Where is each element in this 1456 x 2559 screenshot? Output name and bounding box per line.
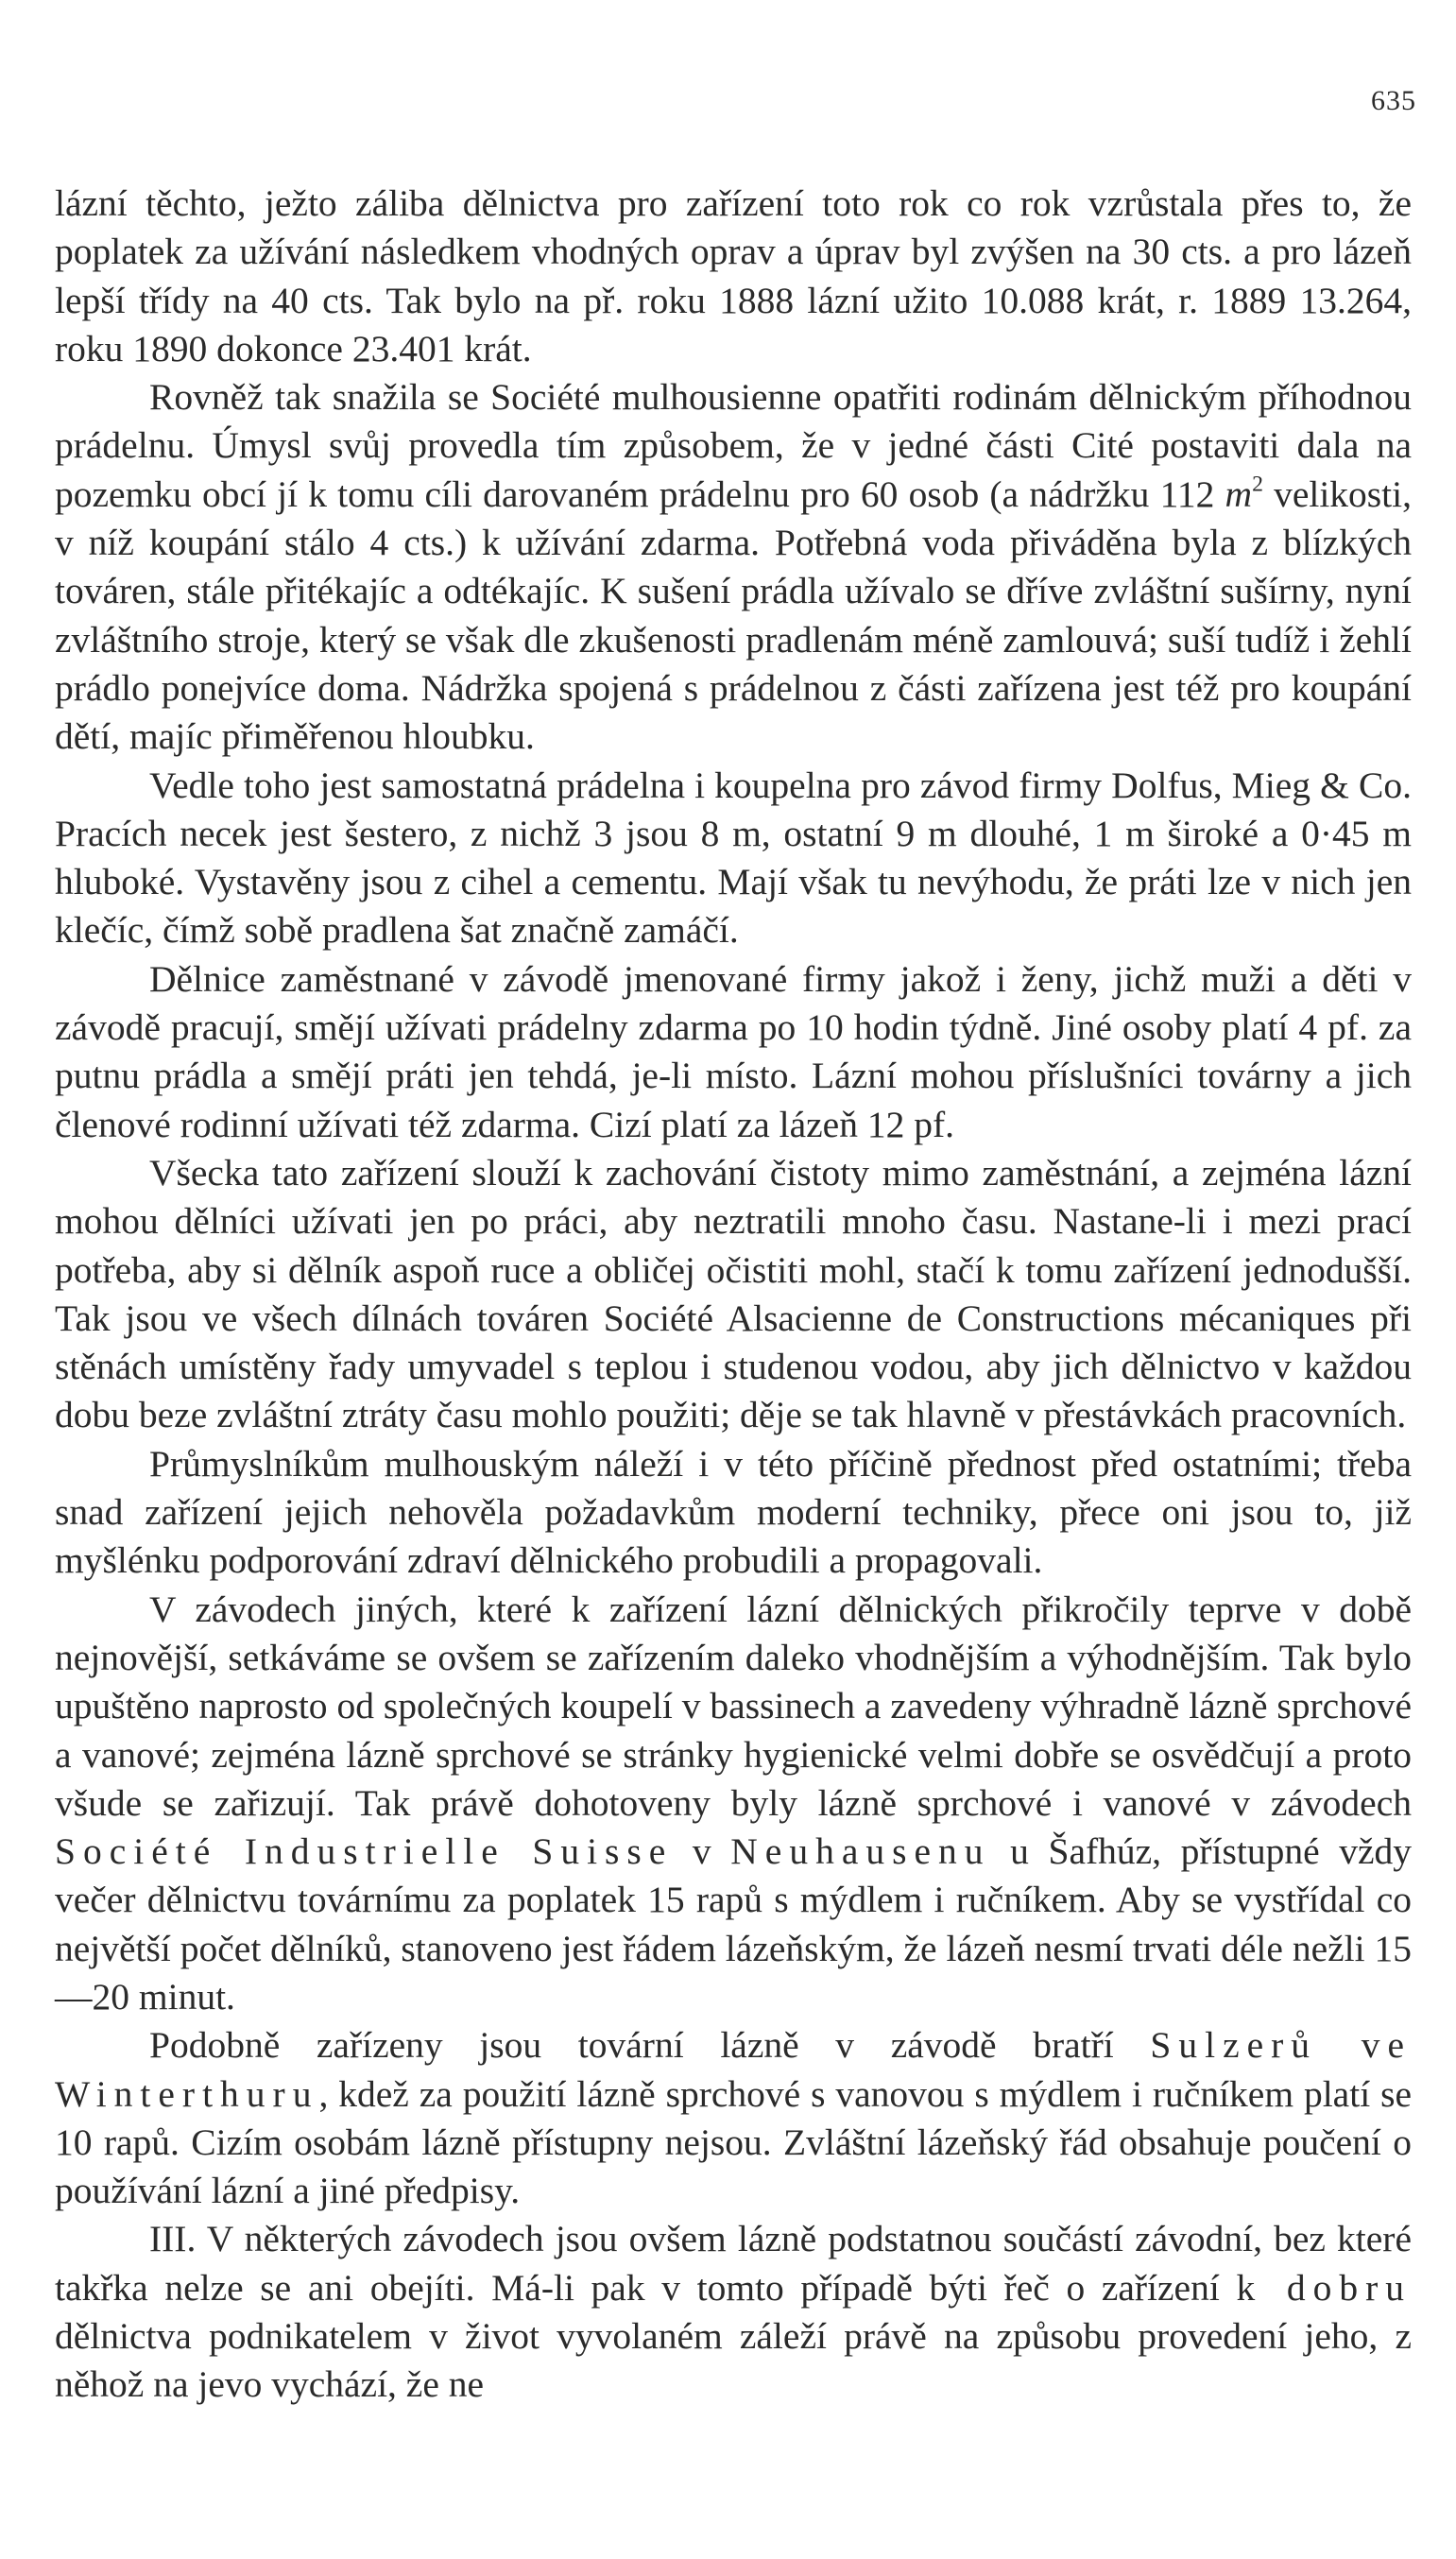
paragraph-8: Podobně zařízeny jsou tovární lázně v závodě bratří Sulzerů ve Winterthuru, kdež za použití lázně sprchové s vanovou s mýdlem i ručníkem platí se 10 rapů. Cizím osobám lázně přístupny nejsou. Zvláštní lázeňský řád obsahuje poučení o používání lázní a jiné předpisy. (55, 2024, 1412, 2212)
paragraph-6: Průmyslníkům mulhouským náleží i v této příčině přednost před ostatními; třeba snad zařízení jejich nehověla požadavkům moderní techniky, přece oni jsou to, již myšlénku podporování zdraví dělnického probudili a propagovali. (55, 1442, 1412, 1582)
paragraph-4: Dělnice zaměstnané v závodě jmenované firmy jakož i ženy, jichž muži a děti v závodě pracují, smějí užívati prádelny zdarma po 10 hodin týdně. Jiné osoby platí 4 pf. za putnu prádla a smějí práti jen tehdá, je-li místo. Lázní mohou příslušníci továrny a jich členové rodinní užívati též zdarma. Cizí platí za lázeň 12 pf. (55, 957, 1412, 1145)
paragraph-2: Rovněž tak snažila se Société mulhousienne opatřiti rodinám dělnickým příhodnou prádelnu. Úmysl svůj provedla tím způsobem, že v jedné části Cité postaviti dala na pozemku obcí jí k tomu cíli darovaném prádelnu pro 60 osob (a nádržku 112 $m^2$ velikosti, v níž koupání stálo 4 cts.) k užívání zdarma. Potřebná voda přiváděna byla z blízkých továren, stále přitékajíc a odtékajíc. K sušení prádla užívalo se dříve zvláštní sušírny, nyní zvláštního stroje, který se však dle zkušenosti pradlenám méně zamlouvá; suší tudíž i žehlí prádlo ponejvíce doma. Nádržka spojená s prádelnou z části zařízena jest též pro koupání dětí, majíc přiměřenou hloubku. (55, 376, 1412, 758)
paragraph-5: Všecka tato zařízení slouží k zachování čistoty mimo zaměstnání, a zejména lázní mohou dělníci užívati jen po práci, aby neztratili mnoho času. Nastane-li i mezi prací potřeba, aby si dělník aspoň ruce a obličej očistiti mohl, stačí k tomu zařízení jednodušší. Tak jsou ve všech dílnách továren Société Alsacienne de Constructions mécaniques při stěnách umístěny řady umyvadel s teplou i studenou vodou, aby jich dělnictvo v každou dobu beze zvláštní ztráty času mohlo použiti; děje se tak hlavně v přestávkách pracovních. (55, 1151, 1412, 1436)
paragraph-7: V závodech jiných, které k zařízení lázní dělnických přikročily teprve v době nejnovější, setkáváme se ovšem se zařízením daleko vhodnějším a výhodnějším. Tak bylo upuštěno naprosto od společných koupelí v bassinech a zavedeny výhradně lázně sprchové a vanové; zejména lázně sprchové se stránky hygienické velmi dobře se osvědčují a proto všude se zařizují. Tak právě dohotoveny byly lázně sprchové i vanové v závodech Société Industrielle Suisse v Neuhausenu u Šafhúz, přístupné vždy večer dělnictvu továrnímu za poplatek 15 rapů s mýdlem i ručníkem. Aby se vystřídal co největší počet dělníků, stanoveno jest řádem lázeňským, že lázeň nesmí trvati déle nežli 15—20 minut. (55, 1588, 1413, 2018)
article-body (55, 180, 1412, 2410)
paragraph-1: lázní těchto, ježto záliba dělnictva pro zařízení toto rok co rok vzrůstala přes to, že poplatek za užívání následkem vhodných oprav a úprav byl zvýšen na 30 cts. a pro lázeň lepší třídy na 40 cts. Tak bylo na př. roku 1888 lázní užito 10.088 krát, r. 1889 13.264, roku 1890 dokonce 23.401 krát. (55, 182, 1412, 369)
page-number: 635 (1371, 85, 1416, 116)
paragraph-9: III. V některých závodech jsou ovšem lázně podstatnou součástí závodní, bez které takřka nelze se ani obejíti. Má-li pak v tomto případě býti řeč o zařízení k dobru dělnictva podnikatelem v život vyvolaném záleží právě na způsobu provedení jeho, z něhož na jevo vychází, že ne (55, 2218, 1412, 2406)
paragraph-3: Vedle toho jest samostatná prádelna i koupelna pro závod firmy Dolfus, Mieg & Co. Pracích necek jest šestero, z nichž 3 jsou 8 m, ostatní 9 m dlouhé, 1 m široké a 0·45 m hluboké. Vystavěny jsou z cihel a cementu. Mají však tu nevýhodu, že práti lze v nich jen klečíc, čímž sobě pradlena šat značně zamáčí. (55, 764, 1412, 952)
